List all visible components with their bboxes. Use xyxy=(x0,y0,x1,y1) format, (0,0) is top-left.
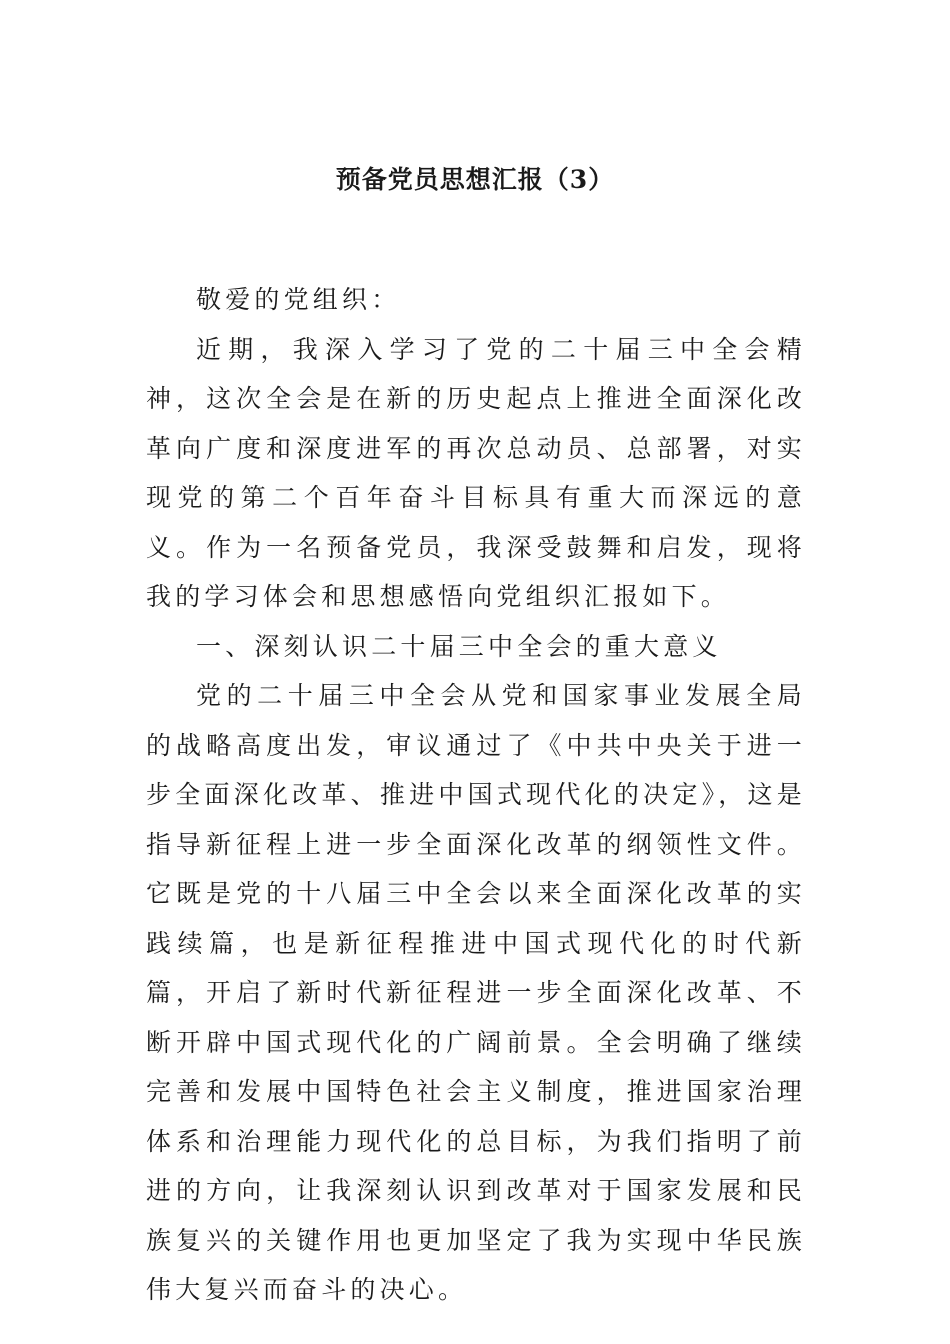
section-heading: 一、深刻认识二十届三中全会的重大意义 xyxy=(196,631,722,661)
salutation: 敬爱的党组织： xyxy=(196,285,401,314)
paragraph-significance: 党的二十届三中全会从党和国家事业发展全局的战略高度出发，审议通过了《中共中央关于进一步全面深化改革、推进中国式现代化的决定》，这是指导新征程上进一步全面深化改革的纲领性文件。它既是党的十八届三中全会以来全面深化改革的实践续篇，也是新征程推进中国式现代化的时代新篇，开启了新时代新征程进一步全面深化改革、不断开辟中国式现代化的广阔前景。全会明确了继续完善和发展中国特色社会主义制度，推进国家治理体系和治理能力现代化的总目标，为我们指明了前进的方向，让我深刻认识到改革对于国家发展和民族复兴的关键作用也更加坚定了我为实现中华民族伟大复兴而奋斗的决心。 xyxy=(146,681,806,1304)
document-title: 预备党员思想汇报（3） xyxy=(335,165,615,194)
document-body xyxy=(146,275,806,1315)
paragraph-intro: 近期，我深入学习了党的二十届三中全会精神，这次全会是在新的历史起点上推进全面深化改革向广度和深度进军的再次总动员、总部署，对实现党的第二个百年奋斗目标具有重大而深远的意义。作为一名预备党员，我深受鼓舞和启发，现将我的学习体会和思想感悟向党组织汇报如下。 xyxy=(146,334,806,611)
